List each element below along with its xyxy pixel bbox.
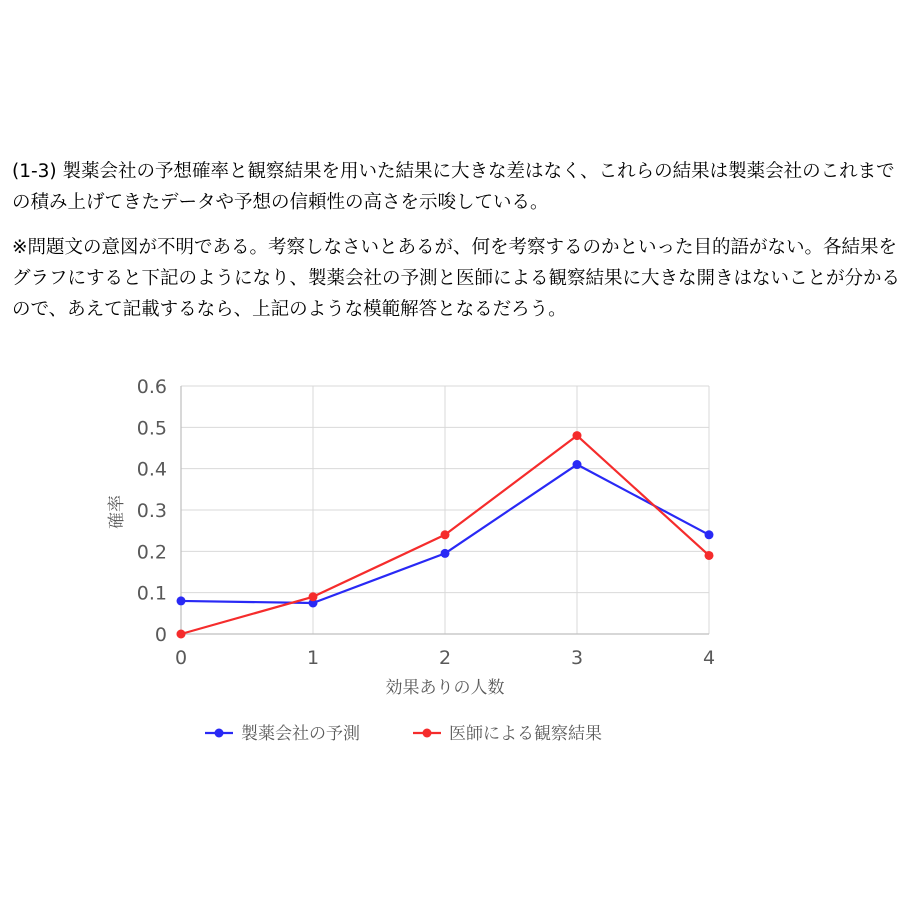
y-axis-title: 確率 <box>107 495 127 529</box>
legend-label: 医師による観察結果 <box>449 724 602 744</box>
x-tick-label: 2 <box>438 647 452 669</box>
series-1-point <box>573 460 582 469</box>
legend-swatch-marker <box>215 729 224 738</box>
legend <box>205 724 602 744</box>
series-1-point <box>177 596 186 605</box>
series-1-point <box>441 549 450 558</box>
tick-labels <box>137 376 715 669</box>
y-tick-label: 0.4 <box>136 458 167 481</box>
y-tick-label: 0.2 <box>136 541 167 564</box>
series-1-point <box>705 530 714 539</box>
series-2-point <box>309 592 318 601</box>
x-tick-label: 4 <box>702 647 716 669</box>
y-tick-label: 0.6 <box>136 376 167 398</box>
answer-paragraph: (1-3) 製薬会社の予想確率と観察結果を用いた結果に大きな差はなく、これらの結果は製薬会社のこれまでの積み上げてきたデータや予想の信頼性の高さを示唆している。 <box>12 161 895 213</box>
legend-swatch-marker <box>423 729 432 738</box>
note-paragraph: ※問題文の意図が不明である。考察しなさいとあるが、何を考察するのかといった目的語がない。各結果をグラフにすると下記のようになり、製薬会社の予測と医師による観察結果に大きな開きはないことが分かるので、あえて記載するなら、上記のような模範解答となるだろう。 <box>12 237 901 320</box>
series-2-point <box>705 551 714 560</box>
y-tick-label: 0.5 <box>136 417 167 440</box>
grid <box>181 386 709 634</box>
x-tick-label: 0 <box>174 647 188 669</box>
y-tick-label: 0.3 <box>136 500 167 522</box>
x-axis-title: 効果ありの人数 <box>385 678 505 698</box>
series-2-point <box>177 630 186 639</box>
x-tick-label: 3 <box>570 647 584 669</box>
legend-label: 製薬会社の予測 <box>241 724 360 744</box>
y-tick-label: 0 <box>154 624 167 646</box>
series-2-point <box>441 530 450 539</box>
series-2-point <box>573 431 582 440</box>
x-tick-label: 1 <box>306 647 320 669</box>
y-tick-label: 0.1 <box>136 582 167 605</box>
